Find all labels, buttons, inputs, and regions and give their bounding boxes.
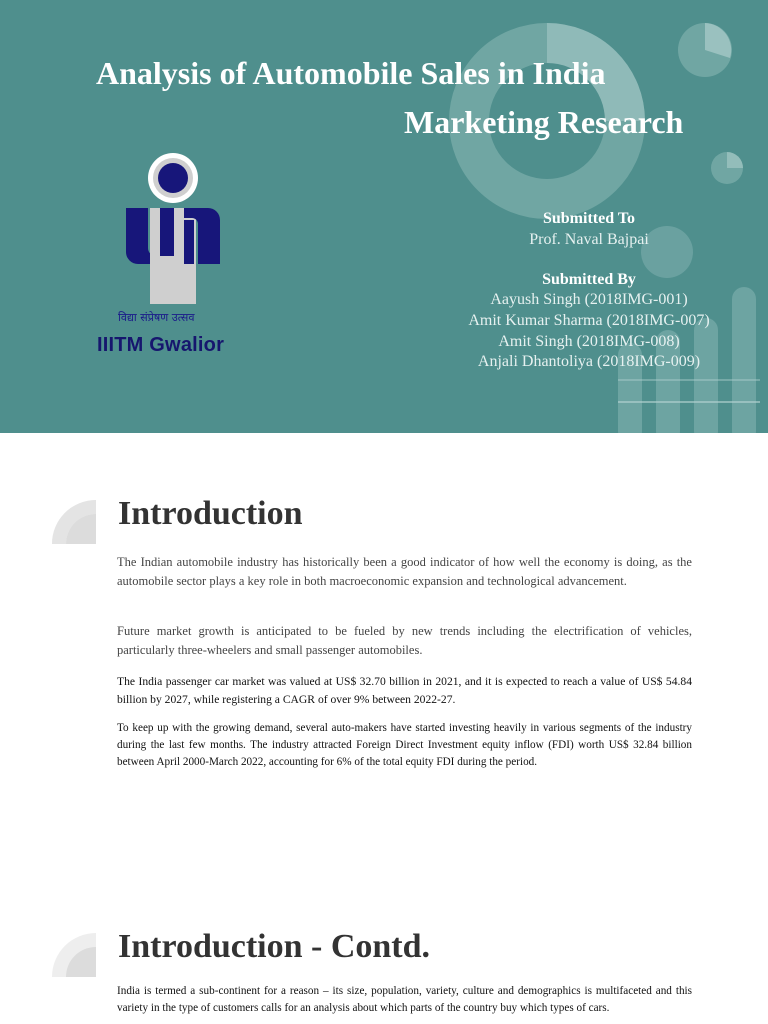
logo-hindi-caption: विद्या संप्रेषण उत्सव: [118, 311, 195, 324]
intro-contd-paragraph: India is termed a sub-continent for a reason – its size, population, variety, culture and demographics is multifaceted and this variety in the type of customers calls for an analysis about which parts of the country buy which types of cars.: [117, 985, 692, 1014]
intro-paragraph: The India passenger car market was valued at US$ 32.70 billion in 2021, and it is expected to reach a value of US$ 54.84 billion by 2027, while registering a CAGR of over 9% between 2022-27.: [117, 675, 692, 706]
submitted-to-name: Prof. Naval Bajpai: [529, 231, 649, 248]
institute-name: IIITM Gwalior: [97, 334, 225, 356]
member-name: Amit Singh (2018IMG-008): [498, 333, 680, 350]
introduction-contd-slide: [0, 883, 768, 1024]
cover-title-line1: Analysis of Automobile Sales in India: [96, 55, 606, 91]
member-name: Amit Kumar Sharma (2018IMG-007): [468, 312, 710, 329]
intro-paragraph: To keep up with the growing demand, several auto-makers have started investing heavily in various segments of the industry during the last few months. The industry attracted Foreign Direct Investment equity inflow (FDI) worth US$ 32.84 billion between April 2000-March 2022, accounting for 6% of the total equity FDI during the period.: [117, 722, 692, 768]
quarter-circle-icon: [52, 933, 96, 977]
section-heading: Introduction: [118, 495, 303, 532]
quarter-circle-icon: [52, 500, 96, 544]
member-name: Anjali Dhantoliya (2018IMG-009): [477, 353, 701, 370]
introduction-slide: [0, 433, 768, 883]
cover-slide: [0, 0, 768, 433]
submitted-to-label: Submitted To: [542, 210, 636, 227]
section-heading: Introduction - Contd.: [118, 928, 431, 965]
intro-paragraph: The Indian automobile industry has historically been a good indicator of how well the economy is doing, as the automobile sector plays a key role in both macroeconomic expansion and technological advancement.: [117, 555, 692, 588]
cover-title-line2: Marketing Research: [404, 104, 684, 140]
submitted-by-label: Submitted By: [542, 271, 636, 288]
member-name: Aayush Singh (2018IMG-001): [490, 291, 688, 308]
iiitm-logo: [96, 150, 266, 360]
intro-paragraph: Future market growth is anticipated to be fueled by new trends including the electrification of vehicles, particularly three-wheelers and small passenger automobiles.: [117, 624, 692, 657]
